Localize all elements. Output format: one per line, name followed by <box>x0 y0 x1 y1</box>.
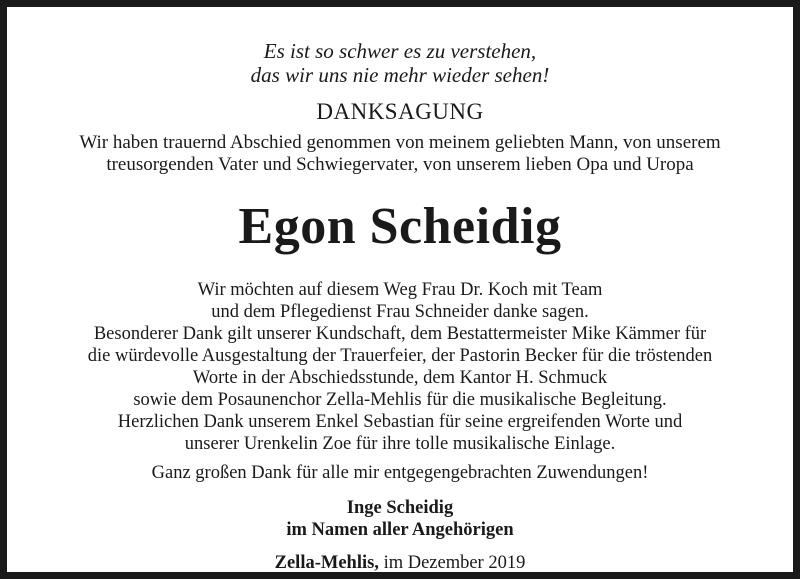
closing-thanks: Ganz großen Dank für alle mir entgegengebrachten Zuwendungen! <box>151 463 649 483</box>
place-name: Zella-Mehlis, <box>274 553 379 573</box>
heading-danksagung: DANKSAGUNG <box>316 99 484 124</box>
thanks-line-2: und dem Pflegedienst Frau Schneider danke sagen. <box>211 302 589 322</box>
verse-line-1: Es ist so schwer es zu verstehen, <box>263 39 537 63</box>
thanks-line-5: Worte in der Abschiedsstunde, dem Kantor H. Schmuck <box>192 368 608 388</box>
thanks-line-6: sowie dem Posaunenchor Zella-Mehlis für die musikalische Begleitung. <box>133 390 667 410</box>
intro-line-2: treusorgenden Vater und Schwiegervater, von unserem lieben Opa und Uropa <box>106 154 694 175</box>
thanks-line-3: Besonderer Dank gilt unserer Kundschaft, dem Bestattermeister Mike Kämmer für <box>93 324 707 344</box>
thanks-line-1: Wir möchten auf diesem Weg Frau Dr. Koch mit Team <box>197 280 603 300</box>
place-date <box>14 552 786 574</box>
thanks-line-8: unserer Urenkelin Zoe für ihre tolle musikalische Einlage. <box>184 434 616 454</box>
thanks-line-7: Herzlichen Dank unserem Enkel Sebastian für seine ergreifenden Worte und <box>117 412 683 432</box>
deceased-name: Egon Scheidig <box>238 198 562 255</box>
signature-name: Inge Scheidig <box>346 498 454 518</box>
verse-line-2: das wir uns nie mehr wieder sehen! <box>250 63 550 87</box>
intro-line-1: Wir haben trauernd Abschied genommen von meinem geliebten Mann, von unserem <box>79 132 721 153</box>
obituary-notice-content <box>14 14 786 573</box>
date-text: im Dezember 2019 <box>378 553 526 573</box>
signature-behalf: im Namen aller Angehörigen <box>286 520 514 540</box>
thanks-line-4: die würdevolle Ausgestaltung der Trauerfeier, der Pastorin Becker für die tröstenden <box>87 346 713 366</box>
